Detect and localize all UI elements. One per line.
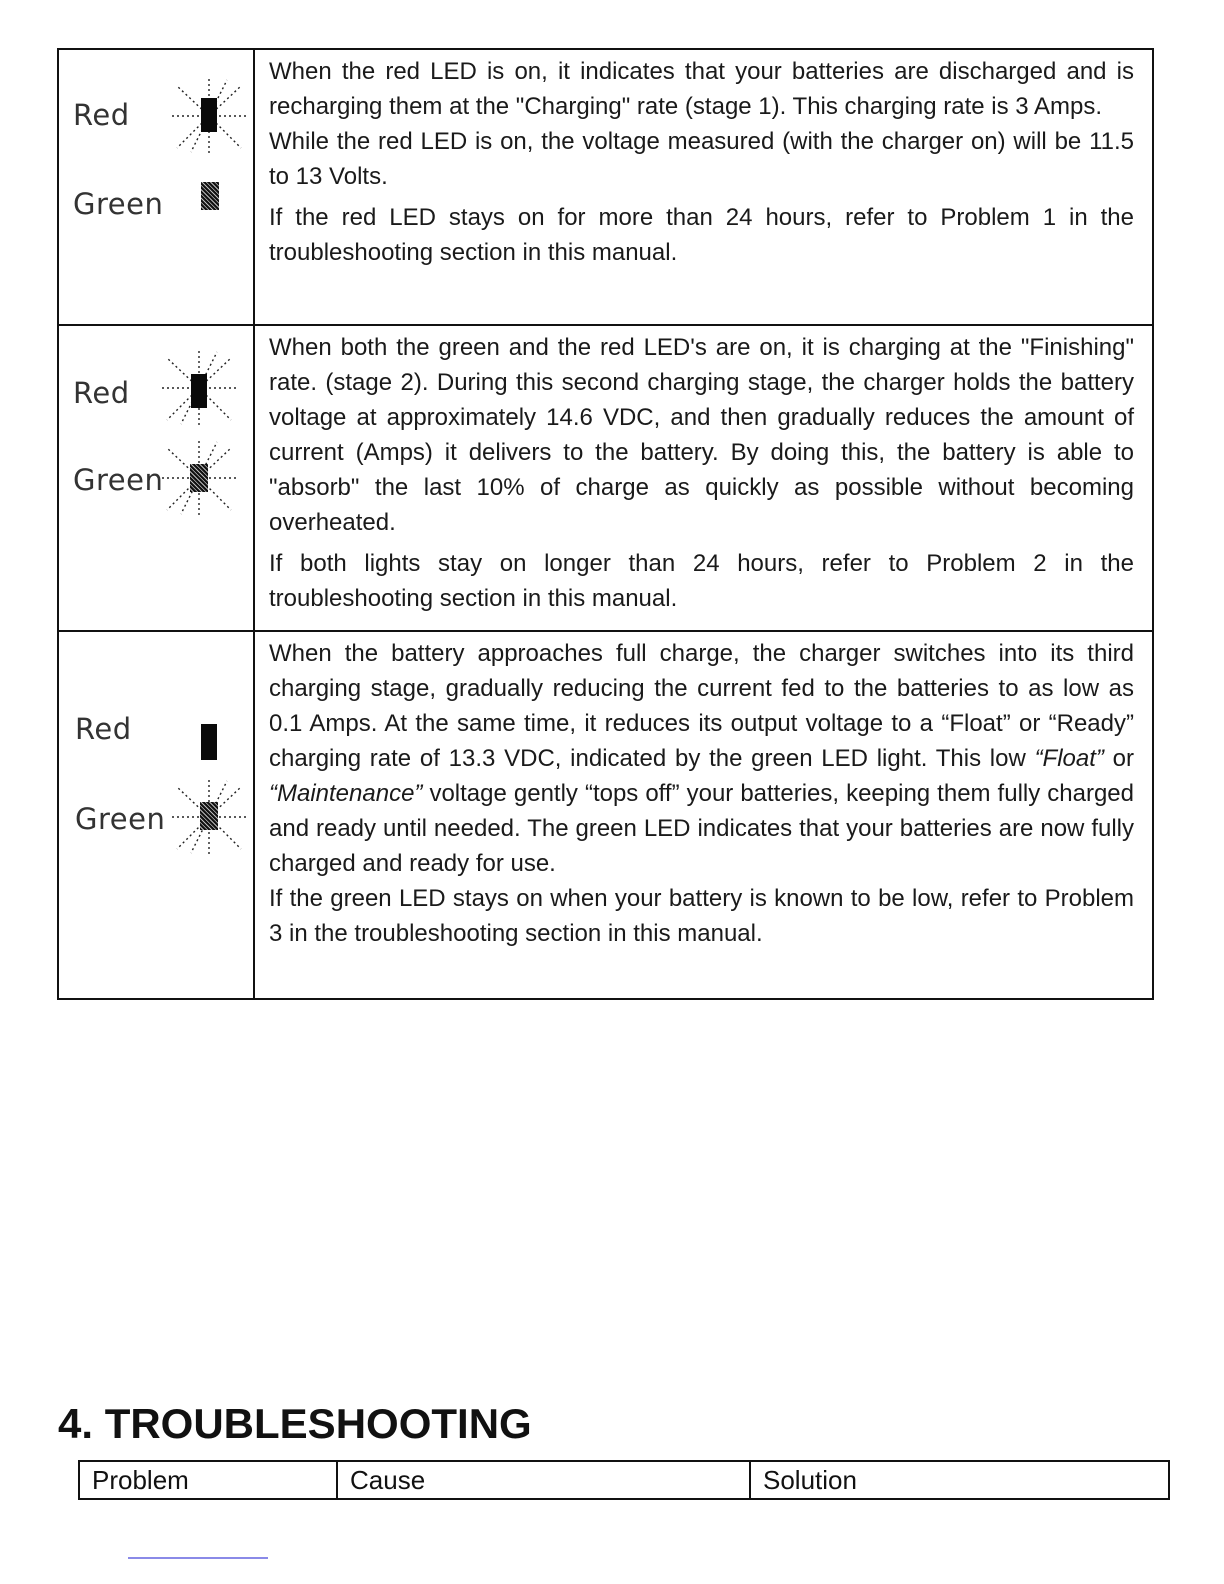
description-paragraph: When both the green and the red LED's are on, it is charging at the "Finishing" rate. (stage 2). During this second charging stage, the charger holds the battery voltage at approximately 14.6 VDC, and then gradually reduces the amount of current (Amps) it delivers to the battery. By doing this, the battery is able to "absorb" the last 10% of charge as quickly as possible without becoming overheated. xyxy=(269,334,1134,536)
led-indicator-cell xyxy=(58,49,254,325)
table-row xyxy=(58,631,1153,999)
footer-divider xyxy=(128,1557,268,1559)
green-led-on-icon xyxy=(200,802,218,830)
section-title: 4. TROUBLESHOOTING xyxy=(58,1400,532,1447)
led-status-table xyxy=(57,48,1154,1000)
led-indicator-cell xyxy=(58,325,254,631)
column-header-cause: Cause xyxy=(337,1461,750,1499)
float-term: “Float” xyxy=(1034,745,1104,772)
green-led-off-icon xyxy=(201,182,219,210)
red-led-label: Red xyxy=(75,712,132,746)
troubleshooting-table xyxy=(78,1460,1170,1500)
description-paragraph: While the red LED is on, the voltage measured (with the charger on) will be 11.5 to 13 Volts. xyxy=(269,128,1134,190)
green-led-label: Green xyxy=(75,802,166,836)
led-description-cell xyxy=(254,49,1153,325)
paragraph-text: voltage gently “tops off” your batteries, keeping them fully charged and ready until needed. The green LED indicates that your batteries are now fully charged and ready for use. xyxy=(269,780,1134,877)
description-paragraph: If both lights stay on longer than 24 hours, refer to Problem 2 in the troubleshooting section in this manual. xyxy=(269,550,1134,612)
led-description-cell xyxy=(254,325,1153,631)
table-header-row xyxy=(79,1461,1169,1499)
red-led-label: Red xyxy=(73,98,130,132)
paragraph-text: 0.1 Amps. At the same time, it reduces its output voltage to a “Float” or “Ready” charging rate of 13.3 VDC, indicated by the green LED light. This low xyxy=(269,710,1134,772)
led-indicator-cell xyxy=(58,631,254,999)
paragraph-text: or xyxy=(1103,745,1134,772)
paragraph-text: When the battery approaches full charge, the charger switches into its third charging stage, gradually reducing the current fed to the batteries to as low as xyxy=(269,640,1134,702)
column-header-solution: Solution xyxy=(750,1461,1169,1499)
red-led-on-icon xyxy=(191,374,207,408)
description-paragraph: If the green LED stays on when your battery is known to be low, refer to Problem 3 in the troubleshooting section in this manual. xyxy=(269,885,1134,947)
table-row xyxy=(58,49,1153,325)
green-led-on-icon xyxy=(190,464,208,492)
maintenance-term: “Maintenance” xyxy=(269,780,423,807)
green-led-label: Green xyxy=(73,187,164,221)
led-description-cell xyxy=(254,631,1153,999)
red-led-off-icon xyxy=(201,724,217,760)
column-header-problem: Problem xyxy=(79,1461,337,1499)
red-led-label: Red xyxy=(73,376,130,410)
description-paragraph: If the red LED stays on for more than 24 hours, refer to Problem 1 in the troubleshooting section in this manual. xyxy=(269,204,1134,266)
description-paragraph xyxy=(269,636,1134,881)
green-led-label: Green xyxy=(73,463,164,497)
description-paragraph: When the red LED is on, it indicates that your batteries are discharged and is recharging them at the "Charging" rate (stage 1). This charging rate is 3 Amps. xyxy=(269,58,1134,120)
red-led-on-icon xyxy=(201,98,217,132)
table-row xyxy=(58,325,1153,631)
